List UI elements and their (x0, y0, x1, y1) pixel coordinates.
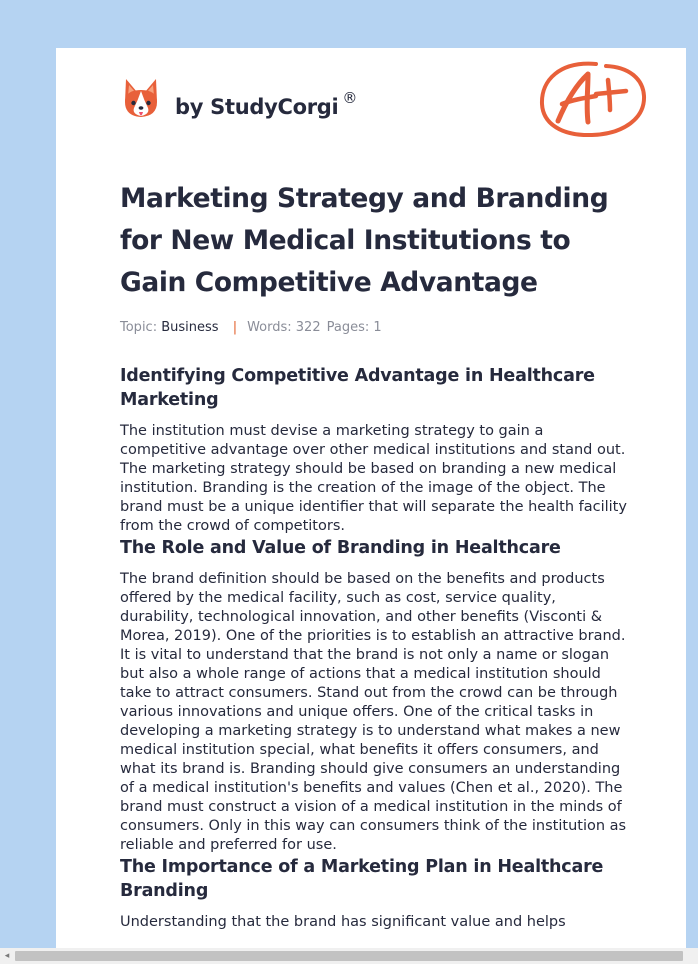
meta-separator: | (232, 320, 238, 335)
scroll-left-arrow-icon[interactable]: ◂ (4, 951, 10, 961)
document-page (56, 48, 686, 952)
word-count: Words: 322 (247, 320, 321, 335)
section-paragraph: Understanding that the brand has significant value and helps (120, 914, 566, 930)
article-title: Marketing Strategy and Branding for New Medical Institutions to Gain Competitive Advantage (120, 183, 609, 298)
studycorgi-logo[interactable] (122, 76, 357, 124)
horizontal-scrollbar[interactable] (0, 948, 698, 964)
section-paragraph: The institution must devise a marketing strategy to gain a competitive advantage over other medical institutions and stand out. The marketing strategy should be based on branding a new medical institution. Branding is the creation of the image of the object. The brand must be a unique identifier that will separate the health facility from the crowd of competitors. (120, 423, 627, 534)
scrollbar-thumb[interactable] (15, 951, 683, 961)
topic-label: Topic: (120, 320, 158, 335)
a-plus-grade-icon (538, 58, 648, 140)
article-meta (120, 319, 632, 337)
section-heading: Identifying Competitive Advantage in Healthcare Marketing (120, 366, 595, 410)
page-count: Pages: 1 (326, 320, 382, 335)
corgi-icon (122, 78, 160, 122)
section-heading: The Importance of a Marketing Plan in Healthcare Branding (120, 857, 604, 901)
section-paragraph: The brand definition should be based on the benefits and products offered by the medical facility, such as cost, service quality, durability, technological innovation, and other benefits (Visconti & Morea, 2019). One of the priorities is to establish an attractive brand. It is vital to understand that the brand is not only a name or slogan but also a whole range of actions that a medical institution should take to attract consumers. Stand out from the crowd can be through various innovations and unique offers. One of the critical tasks in developing a marketing strategy is to understand what makes a new medical institution special, what benefits it offers consumers, and what its brand is. Branding should give consumers an understanding of a medical institution's benefits and values (Chen et al., 2020). The brand must construct a vision of a medical institution in the minds of consumers. Only in this way can consumers think of the institution as reliable and preferred for use. (120, 571, 627, 853)
topic-link[interactable]: Business (161, 320, 219, 335)
brand-name: by StudyCorgi ® (175, 88, 358, 119)
section-heading: The Role and Value of Branding in Healthcare (120, 538, 561, 558)
article (120, 178, 632, 932)
